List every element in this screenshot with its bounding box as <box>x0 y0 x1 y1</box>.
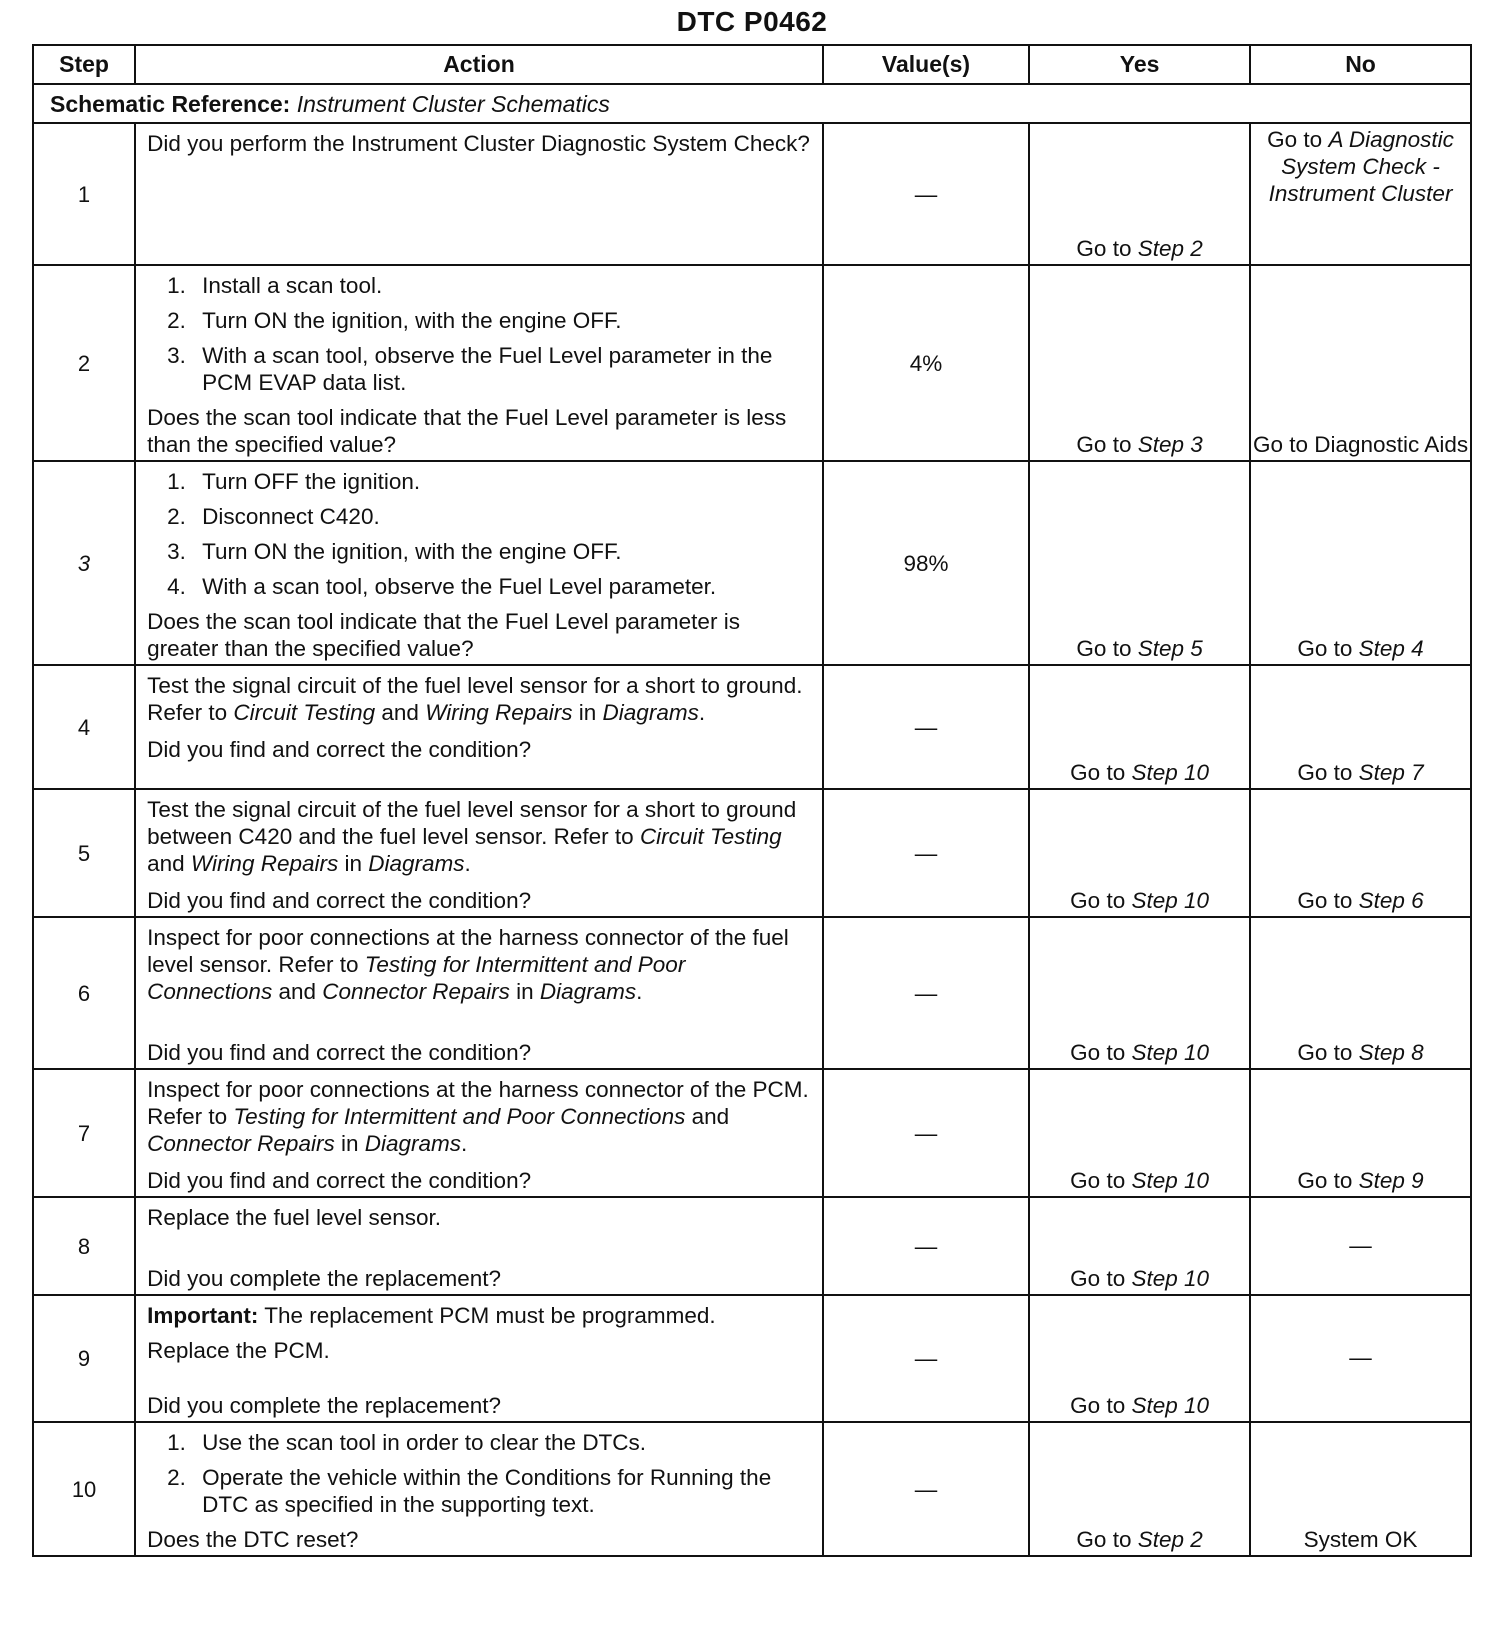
action-text: Replace the PCM. <box>147 1338 330 1363</box>
no-cell <box>1250 265 1471 461</box>
action-cell <box>135 917 823 1069</box>
table-row <box>33 123 1471 265</box>
action-text: Test the signal circuit of the fuel level sensor for a short to ground. Refer to Circuit Testing and Wiring Repairs in Diagrams. <box>147 673 803 725</box>
yes-cell: Go to Step 10 <box>1029 665 1250 789</box>
value-cell <box>823 461 1029 665</box>
action-question: Did you complete the replacement? <box>147 1266 502 1291</box>
list-item: 1. Install a scan tool. <box>167 273 383 298</box>
action-cell <box>135 665 823 789</box>
value-dash: — <box>914 840 938 866</box>
value-cell <box>823 665 1029 789</box>
yes-link: Step 10 <box>1131 888 1210 913</box>
action-cell <box>135 461 823 665</box>
yes-link: Step 10 <box>1131 1040 1210 1065</box>
value-cell <box>823 917 1029 1069</box>
no-link: Step 4 <box>1358 636 1424 661</box>
no-link: Step 7 <box>1358 760 1424 785</box>
yes-link: Step 2 <box>1137 236 1203 261</box>
header-values: Value(s) <box>823 45 1029 84</box>
yes-cell: Go to Step 3 <box>1029 265 1250 461</box>
value-cell <box>823 123 1029 265</box>
action-text: Test the signal circuit of the fuel level sensor for a short to ground between C420 and the fuel level sensor. Refer to Circuit Testing and Wiring Repairs in Diagrams. <box>147 797 797 876</box>
no-cell: Go to A Diagnostic System Check - Instrument Cluster <box>1250 123 1471 265</box>
table-row <box>33 1295 1471 1422</box>
yes-cell: Go to Step 2 <box>1029 123 1250 265</box>
step-number: 8 <box>33 1197 135 1295</box>
no-dash: — <box>1349 1232 1372 1258</box>
header-action: Action <box>135 45 823 84</box>
action-cell <box>135 123 823 265</box>
list-item: 2. Disconnect C420. <box>167 504 380 529</box>
table-row <box>33 1422 1471 1556</box>
value-cell <box>823 1295 1029 1422</box>
action-cell <box>135 1197 823 1295</box>
action-question: Did you complete the replacement? <box>147 1393 502 1418</box>
no-cell <box>1250 1295 1471 1422</box>
step-number: 7 <box>33 1069 135 1197</box>
page-title: DTC P0462 <box>676 6 828 37</box>
action-cell <box>135 789 823 917</box>
action-cell <box>135 265 823 461</box>
no-text: System OK <box>1303 1527 1418 1552</box>
no-cell <box>1250 1197 1471 1295</box>
list-item: 3. Turn ON the ignition, with the engine OFF. <box>167 539 622 564</box>
schematic-reference-row <box>33 84 1471 123</box>
yes-link: Step 10 <box>1131 1168 1210 1193</box>
yes-cell: Go to Step 5 <box>1029 461 1250 665</box>
header-yes: Yes <box>1029 45 1250 84</box>
action-text: Did you perform the Instrument Cluster Diagnostic System Check? <box>147 131 810 156</box>
value-dash: — <box>914 1233 938 1259</box>
header-row <box>33 45 1471 84</box>
value-dash: — <box>914 980 938 1006</box>
action-text: Inspect for poor connections at the harness connector of the PCM. Refer to Testing for Intermittent and Poor Connections and Connector Repairs in Diagrams. <box>147 1077 809 1156</box>
yes-cell: Go to Step 10 <box>1029 789 1250 917</box>
step-number: 6 <box>33 917 135 1069</box>
step-number: 9 <box>33 1295 135 1422</box>
value-text: 98% <box>903 550 949 576</box>
value-text: 4% <box>909 350 943 376</box>
table-row <box>33 917 1471 1069</box>
list-item: 2. Operate the vehicle within the Conditions for Running the DTC as specified in the supporting text. <box>167 1465 772 1517</box>
header-no: No <box>1250 45 1471 84</box>
step-number: 1 <box>33 123 135 265</box>
header-step: Step <box>33 45 135 84</box>
action-question: Does the scan tool indicate that the Fuel Level parameter is greater than the specified value? <box>147 609 740 661</box>
no-text: Go to Diagnostic Aids <box>1252 432 1469 457</box>
step-number: 5 <box>33 789 135 917</box>
value-dash: — <box>914 1476 938 1502</box>
yes-link: Step 5 <box>1137 636 1203 661</box>
step-number: 2 <box>33 265 135 461</box>
yes-link: Step 10 <box>1131 760 1210 785</box>
value-cell <box>823 265 1029 461</box>
no-cell <box>1250 1422 1471 1556</box>
action-cell <box>135 1069 823 1197</box>
action-question: Does the DTC reset? <box>147 1527 359 1552</box>
table-row <box>33 265 1471 461</box>
no-link: A Diagnostic System Check - Instrument Cluster <box>1268 127 1454 206</box>
important-note: Important: The replacement PCM must be programmed. <box>147 1303 716 1328</box>
list-item: 3. With a scan tool, observe the Fuel Level parameter in the PCM EVAP data list. <box>167 343 773 395</box>
no-link: Step 6 <box>1358 888 1424 913</box>
yes-cell: Go to Step 10 <box>1029 1069 1250 1197</box>
action-cell <box>135 1295 823 1422</box>
action-text: Replace the fuel level sensor. <box>147 1205 442 1230</box>
no-cell: Go to Step 8 <box>1250 917 1471 1069</box>
no-dash: — <box>1349 1345 1372 1370</box>
action-text: Inspect for poor connections at the harness connector of the fuel level sensor. Refer to Testing for Intermittent and Poor Connections and Connector Repairs in Diagrams. <box>147 925 789 1004</box>
action-question: Did you find and correct the condition? <box>147 1040 532 1065</box>
list-item: 4. With a scan tool, observe the Fuel Level parameter. <box>167 574 717 599</box>
diagnostic-table <box>32 44 1472 1557</box>
value-cell <box>823 1197 1029 1295</box>
action-question: Did you find and correct the condition? <box>147 1168 532 1193</box>
value-cell <box>823 789 1029 917</box>
value-dash: — <box>914 1346 938 1371</box>
yes-cell: Go to Step 10 <box>1029 1197 1250 1295</box>
list-item: 1. Turn OFF the ignition. <box>167 469 421 494</box>
value-cell <box>823 1069 1029 1197</box>
action-list <box>147 272 812 396</box>
table-row <box>33 789 1471 917</box>
step-number: 10 <box>33 1422 135 1556</box>
yes-link: Step 2 <box>1137 1527 1203 1552</box>
yes-link: Step 3 <box>1137 432 1203 457</box>
action-question: Did you find and correct the condition? <box>147 737 532 762</box>
action-list <box>147 468 812 600</box>
action-list <box>147 1429 812 1518</box>
no-cell: Go to Step 9 <box>1250 1069 1471 1197</box>
no-cell: Go to Step 4 <box>1250 461 1471 665</box>
value-dash: — <box>914 181 938 207</box>
yes-cell: Go to Step 10 <box>1029 917 1250 1069</box>
yes-link: Step 10 <box>1131 1393 1210 1418</box>
list-item: 1. Use the scan tool in order to clear the DTCs. <box>167 1430 647 1455</box>
no-link: Step 8 <box>1358 1040 1424 1065</box>
value-dash: — <box>914 1120 938 1146</box>
important-label: Important: <box>147 1303 259 1328</box>
table-row <box>33 1197 1471 1295</box>
step-number: 4 <box>33 665 135 789</box>
step-number: 3 <box>33 461 135 665</box>
action-question: Did you find and correct the condition? <box>147 888 532 913</box>
table-row <box>33 1069 1471 1197</box>
list-item: 2. Turn ON the ignition, with the engine OFF. <box>167 308 622 333</box>
value-cell <box>823 1422 1029 1556</box>
table-row <box>33 665 1471 789</box>
action-cell <box>135 1422 823 1556</box>
schematic-value: Instrument Cluster Schematics <box>296 91 610 117</box>
yes-cell: Go to Step 2 <box>1029 1422 1250 1556</box>
no-link: Step 9 <box>1358 1168 1424 1193</box>
value-dash: — <box>914 714 938 740</box>
no-cell: Go to Step 7 <box>1250 665 1471 789</box>
yes-cell: Go to Step 10 <box>1029 1295 1250 1422</box>
no-cell: Go to Step 6 <box>1250 789 1471 917</box>
action-question: Does the scan tool indicate that the Fuel Level parameter is less than the specified value? <box>147 405 787 457</box>
table-row <box>33 461 1471 665</box>
schematic-label: Schematic Reference: <box>50 91 291 117</box>
yes-link: Step 10 <box>1131 1266 1210 1291</box>
